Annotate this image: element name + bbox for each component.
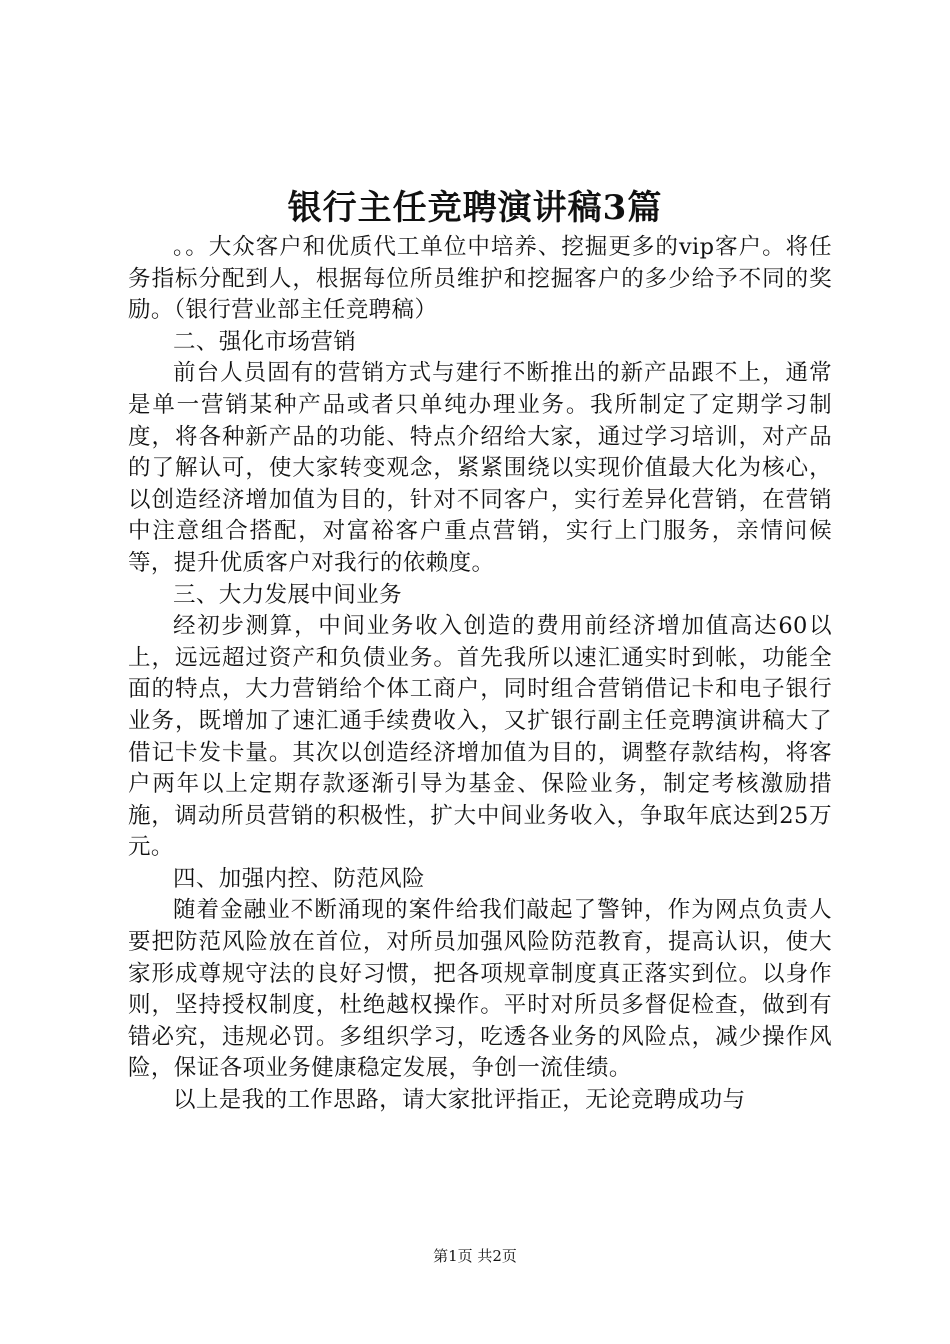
document-body: [128, 232, 832, 1117]
paragraph-intro: 。。大众客户和优质代工单位中培养、挖掘更多的vip客户。将任务指标分配到人，根据每位所员维护和挖掘客户的多少给予不同的奖励。（银行营业部主任竞聘稿）: [128, 234, 832, 324]
section-heading-intermediary: 三、大力发展中间业务: [173, 581, 403, 608]
document-title: 银行主任竞聘演讲稿3篇: [287, 188, 663, 228]
section-heading-risk: 四、加强内控、防范风险: [173, 865, 425, 892]
paragraph-risk: 随着金融业不断涌现的案件给我们敲起了警钟，作为网点负责人要把防范风险放在首位，对所员加强风险防范教育，提高认识，使大家形成尊规守法的良好习惯，把各项规章制度真正落实到位。以身作则，坚持授权制度，杜绝越权操作。平时对所员多督促检查，做到有错必究，违规必罚。多组织学习，吃透各业务的风险点，减少操作风险，保证各项业务健康稳定发展，争创一流佳绩。: [128, 897, 832, 1082]
paragraph-intermediary: 经初步测算，中间业务收入创造的费用前经济增加值高达60以上，远远超过资产和负债业务。首先我所以速汇通实时到帐，功能全面的特点，大力营销给个体工商户，同时组合营销借记卡和电子银行业务，既增加了速汇通手续费收入，又扩银行副主任竞聘演讲稿大了借记卡发卡量。其次以创造经济增加值为目的，调整存款结构，将客户两年以上定期存款逐渐引导为基金、保险业务，制定考核激励措施，调动所员营销的积极性，扩大中间业务收入，争取年底达到25万元。: [128, 613, 832, 861]
page-footer: 第1页 共2页: [433, 1247, 517, 1265]
paragraph-closing: 以上是我的工作思路，请大家批评指正，无论竞聘成功与: [173, 1087, 746, 1114]
section-heading-marketing: 二、强化市场营销: [173, 328, 357, 355]
paragraph-marketing: 前台人员固有的营销方式与建行不断推出的新产品跟不上，通常是单一营销某种产品或者只单纯办理业务。我所制定了定期学习制度，将各种新产品的功能、特点介绍给大家，通过学习培训，对产品的了解认可，使大家转变观念，紧紧围绕以实现价值最大化为核心，以创造经济增加值为目的，针对不同客户，实行差异化营销，在营销中注意组合搭配，对富裕客户重点营销，实行上门服务，亲情问候等，提升优质客户对我行的依赖度。: [128, 360, 832, 576]
